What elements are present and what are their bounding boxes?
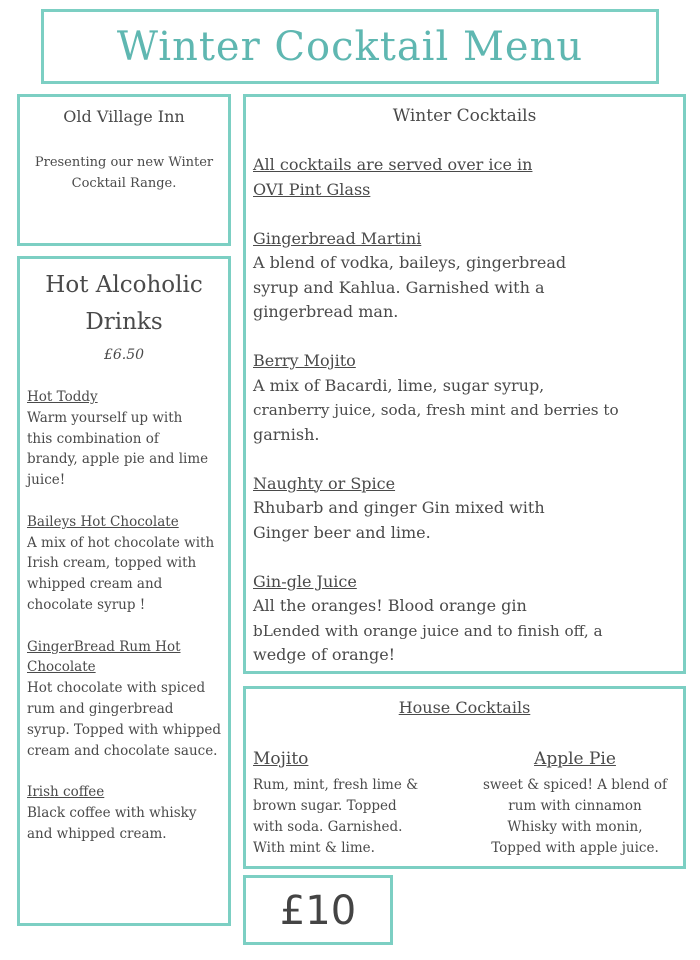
hot-drink-item: [27, 637, 222, 762]
menu-title: Winter Cocktail Menu: [116, 24, 584, 70]
winter-cocktail-item: [253, 472, 677, 546]
hot-drink-item: [27, 512, 222, 616]
hot-drink-name: GingerBread Rum Hot: [27, 638, 181, 655]
hot-drink-item: [27, 782, 222, 844]
hot-drink-desc-line: Warm yourself up with: [27, 409, 183, 426]
hot-drink-desc-line: juice!: [27, 472, 66, 489]
hot-drink-desc-line: and whipped cream.: [27, 825, 167, 842]
hot-drink-desc-line: Hot chocolate with spiced: [27, 680, 206, 697]
winter-cocktail-item: [253, 570, 677, 668]
hot-drink-name: Chocolate: [27, 659, 96, 676]
house-cocktail-desc-line: Whisky with monin,: [507, 819, 643, 835]
winter-cocktail-desc-line: syrup and Kahlua. Garnished with a: [253, 277, 545, 297]
winter-cocktail-desc-line: All the oranges! Blood orange gin: [253, 596, 527, 615]
hot-drink-desc-line: brandy, apple pie and lime: [27, 451, 209, 468]
house-cocktail-item: [464, 747, 686, 859]
winter-cocktail-name: Naughty or Spice: [253, 473, 396, 493]
house-cocktail-desc-line: brown sugar. Topped: [253, 798, 397, 814]
winter-cocktail-desc-line: A mix of Bacardi, lime, sugar syrup,: [253, 375, 545, 395]
winter-cocktails-box: [243, 94, 686, 674]
house-price-box: [243, 875, 393, 945]
house-cocktail-desc-line: with soda. Garnished.: [253, 819, 403, 835]
hot-drink-name: Baileys Hot Chocolate: [27, 513, 179, 530]
winter-cocktail-item: [253, 349, 677, 447]
hot-drink-name: Hot Toddy: [27, 389, 98, 405]
winter-cocktail-desc-line: Rhubarb and ginger Gin mixed with: [253, 498, 545, 517]
house-cocktail-desc-line: With mint & lime.: [253, 840, 375, 856]
hot-drink-desc-line: this combination of: [27, 430, 159, 447]
hot-drink-name: Irish coffee: [27, 784, 105, 801]
winter-cocktail-name: Berry Mojito: [253, 351, 356, 370]
hot-drinks-price: £6.50: [103, 347, 145, 363]
hot-drink-item: [27, 387, 222, 491]
house-cocktail-item: [253, 747, 453, 859]
house-cocktail-desc-line: rum with cinnamon: [508, 798, 642, 814]
hot-drinks-box: [17, 256, 231, 926]
house-cocktails-price: £10: [279, 888, 357, 934]
inn-intro: [30, 152, 218, 194]
serving-note-line: OVI Pint Glass: [253, 179, 371, 199]
winter-cocktail-desc-line: garnish.: [253, 424, 320, 444]
house-cocktail-desc-line: Rum, mint, fresh lime &: [253, 777, 419, 793]
winter-cocktail-desc-line: wedge of orange!: [253, 645, 396, 664]
winter-cocktail-desc-line: bLended with orange juice and to finish off, a: [253, 621, 603, 640]
hot-drink-desc-line: whipped cream and: [27, 576, 163, 593]
hot-drink-desc-line: cream and chocolate sauce.: [27, 742, 218, 759]
inn-intro-line: Presenting our new Winter: [34, 155, 214, 170]
hot-drink-desc-line: Black coffee with whisky: [27, 804, 197, 821]
hot-drink-desc-line: chocolate syrup !: [27, 596, 146, 613]
house-cocktail-name: Mojito: [253, 749, 309, 769]
inn-box: [17, 94, 231, 246]
winter-cocktail-desc-line: cranberry juice, soda, fresh mint and berries to: [253, 401, 619, 419]
winter-cocktail-name: Gingerbread Martini: [253, 228, 422, 248]
hot-drinks-title-line: Drinks: [85, 309, 163, 335]
house-cocktail-name: Apple Pie: [534, 749, 616, 769]
house-cocktails-box: [243, 686, 686, 869]
inn-name: Old Village Inn: [63, 107, 185, 126]
winter-cocktail-item: [253, 227, 677, 325]
hot-drink-desc-line: syrup. Topped with whipped: [27, 721, 221, 738]
hot-drink-desc-line: Irish cream, topped with: [27, 555, 197, 572]
hot-drinks-title-line: Hot Alcoholic: [45, 272, 203, 298]
winter-cocktail-desc-line: A blend of vodka, baileys, gingerbread: [253, 253, 567, 272]
house-cocktails-title: House Cocktails: [398, 698, 531, 717]
hot-drink-desc-line: A mix of hot chocolate with: [27, 534, 215, 551]
winter-cocktail-desc-line: Ginger beer and lime.: [253, 522, 431, 542]
winter-cocktail-desc-line: gingerbread man.: [253, 302, 399, 321]
menu-title-box: [41, 9, 659, 84]
hot-drinks-title: [20, 267, 228, 341]
inn-intro-line: Cocktail Range.: [71, 176, 177, 191]
winter-cocktail-name: Gin-gle Juice: [253, 571, 357, 591]
winter-cocktails-title: Winter Cocktails: [392, 106, 537, 126]
serving-note: [253, 153, 677, 202]
hot-drink-desc-line: rum and gingerbread: [27, 700, 174, 717]
house-cocktail-desc-line: sweet & spiced! A blend of: [482, 777, 668, 793]
serving-note-line: All cocktails are served over ice in: [253, 155, 533, 174]
house-cocktail-desc-line: Topped with apple juice.: [491, 840, 659, 856]
